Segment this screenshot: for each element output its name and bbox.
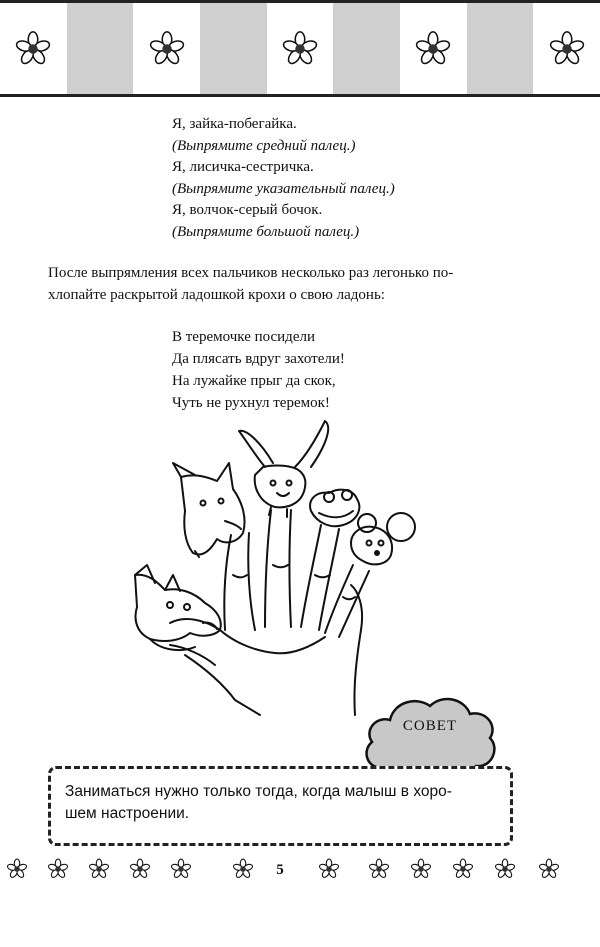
tip-text-line: Заниматься нужно только тогда, когда малыш в хоро- <box>65 783 452 800</box>
banner-cell <box>133 3 200 94</box>
banner-cell <box>467 3 534 94</box>
flower-icon <box>452 858 474 885</box>
banner-cell <box>67 3 134 94</box>
flower-icon <box>410 858 432 885</box>
hand-finger-puppets-illustration <box>125 415 475 720</box>
banner-cell <box>400 3 467 94</box>
footer-ornament <box>0 858 600 884</box>
banner-cell <box>333 3 400 94</box>
instruction-line: (Выпрямите указательный палец.) <box>172 180 395 197</box>
poem-stanza-1 <box>172 114 395 243</box>
poem-line: Я, зайка-побегайка. <box>172 116 297 132</box>
poem-line: Я, лисичка-сестричка. <box>172 159 314 175</box>
poem-line: На лужайке прыг да скок, <box>172 373 336 389</box>
instruction-line: (Выпрямите большой палец.) <box>172 223 360 240</box>
flower-icon <box>232 858 254 885</box>
poem-line: Да плясать вдруг захотели! <box>172 351 345 367</box>
instruction-line: (Выпрямите средний палец.) <box>172 137 356 154</box>
banner-cell <box>0 3 67 94</box>
instruction-paragraph <box>48 262 558 306</box>
flower-icon <box>88 858 110 885</box>
flower-icon <box>148 30 186 68</box>
flower-icon <box>6 858 28 885</box>
flower-icon <box>538 858 560 885</box>
flower-icon <box>129 858 151 885</box>
page-number: 5 <box>276 862 284 878</box>
poem-line: В теремочке посидели <box>172 329 315 345</box>
header-banner <box>0 0 600 97</box>
flower-icon <box>318 858 340 885</box>
flower-icon <box>494 858 516 885</box>
poem-line: Чуть не рухнул теремок! <box>172 395 330 411</box>
poem-line: Я, волчок-серый бочок. <box>172 202 323 218</box>
tip-label: СОВЕТ <box>402 718 458 734</box>
tip-box <box>48 766 513 846</box>
flower-icon <box>281 30 319 68</box>
flower-icon <box>170 858 192 885</box>
tip-text-line: шем настроении. <box>65 805 190 822</box>
banner-cell <box>533 3 600 94</box>
flower-icon <box>368 858 390 885</box>
flower-icon <box>414 30 452 68</box>
banner-cell <box>267 3 334 94</box>
paragraph-line: хлопайте раскрытой ладошкой крохи о свою ладонь: <box>48 287 385 303</box>
banner-cell <box>200 3 267 94</box>
poem-stanza-2 <box>172 326 345 414</box>
flower-icon <box>14 30 52 68</box>
flower-icon <box>548 30 586 68</box>
flower-icon <box>47 858 69 885</box>
paragraph-line: После выпрямления всех пальчиков несколько раз легонько по- <box>48 265 454 281</box>
